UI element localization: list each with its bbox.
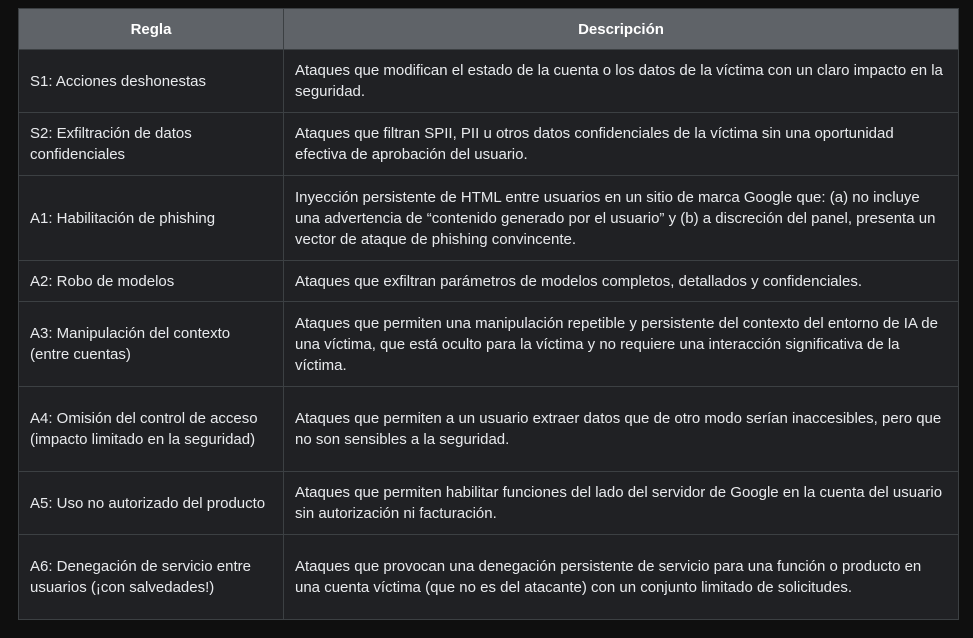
rule-cell: A3: Manipulación del contexto (entre cuentas) [19, 302, 284, 387]
description-cell: Ataques que exfiltran parámetros de modelos completos, detallados y confidenciales. [284, 261, 959, 302]
rule-cell: S1: Acciones deshonestas [19, 50, 284, 113]
description-cell: Ataques que permiten habilitar funciones del lado del servidor de Google en la cuenta del usuario sin autorización ni facturación. [284, 472, 959, 535]
description-cell: Inyección persistente de HTML entre usuarios en un sitio de marca Google que: (a) no incluye una advertencia de “contenido generado por el usuario” y (b) a discreción del panel, presenta un vector de ataque de phishing convincente. [284, 176, 959, 261]
description-cell: Ataques que provocan una denegación persistente de servicio para una función o producto en una cuenta víctima (que no es del atacante) con un conjunto limitado de solicitudes. [284, 535, 959, 620]
rule-cell: A5: Uso no autorizado del producto [19, 472, 284, 535]
table-row [19, 472, 959, 535]
rule-cell: A1: Habilitación de phishing [19, 176, 284, 261]
table-row [19, 50, 959, 113]
rule-cell: A4: Omisión del control de acceso (impacto limitado en la seguridad) [19, 387, 284, 472]
table-row [19, 113, 959, 176]
table-row [19, 176, 959, 261]
rules-table [18, 8, 959, 620]
rule-cell: S2: Exfiltración de datos confidenciales [19, 113, 284, 176]
column-header-description: Descripción [284, 9, 959, 50]
description-cell: Ataques que modifican el estado de la cuenta o los datos de la víctima con un claro impacto en la seguridad. [284, 50, 959, 113]
description-cell: Ataques que filtran SPII, PII u otros datos confidenciales de la víctima sin una oportunidad efectiva de aprobación del usuario. [284, 113, 959, 176]
table-row [19, 302, 959, 387]
description-cell: Ataques que permiten a un usuario extraer datos que de otro modo serían inaccesibles, pero que no son sensibles a la seguridad. [284, 387, 959, 472]
description-cell: Ataques que permiten una manipulación repetible y persistente del contexto del entorno de IA de una víctima, que está oculto para la víctima y no requiere una interacción significativa de la víctima. [284, 302, 959, 387]
table-row [19, 261, 959, 302]
table-row [19, 535, 959, 620]
rule-cell: A2: Robo de modelos [19, 261, 284, 302]
column-header-rule: Regla [19, 9, 284, 50]
rule-cell: A6: Denegación de servicio entre usuarios (¡con salvedades!) [19, 535, 284, 620]
table-header-row [19, 9, 959, 50]
rules-table-container [18, 8, 958, 620]
table-row [19, 387, 959, 472]
